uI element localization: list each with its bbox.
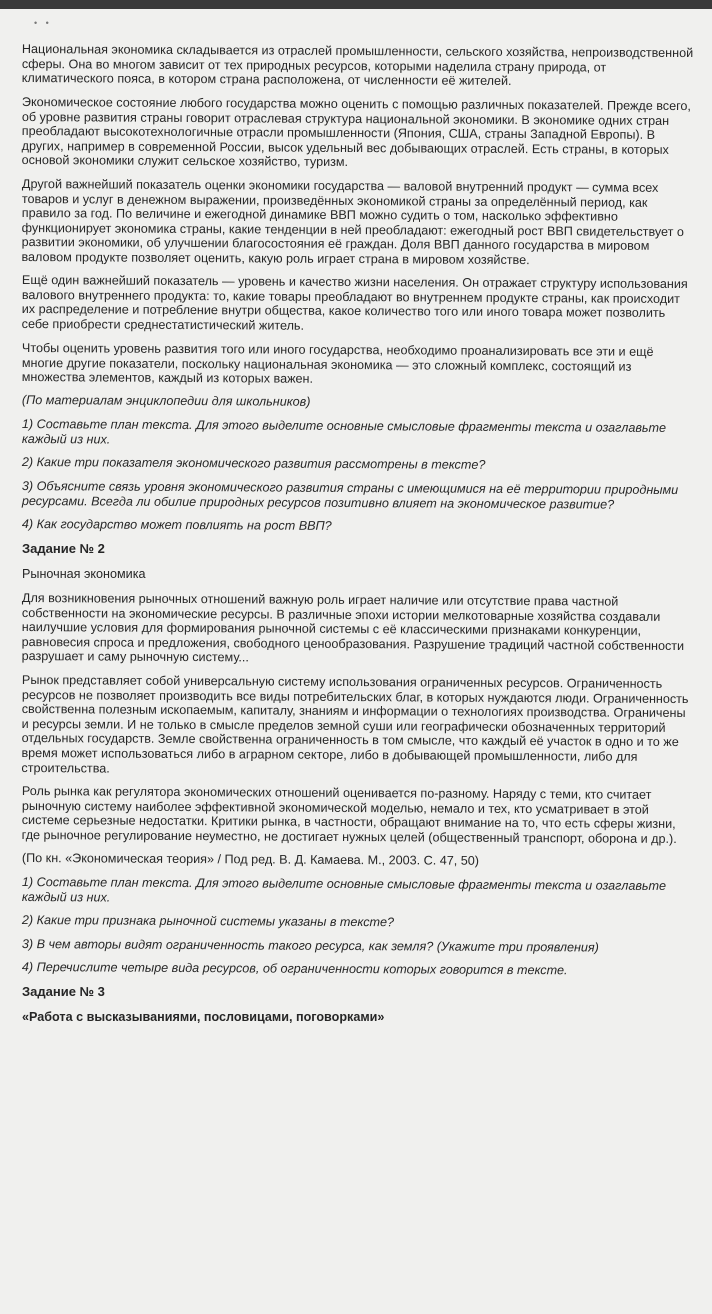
page-marker: • • bbox=[34, 18, 52, 28]
task1-paragraph-1: Национальная экономика складывается из отраслей промышленности, сельского хозяйства, непроизводственной сферы. Она во многом зависит от тех природных ресурсов, которыми наделила страну природа, от климатического пояса, в котором страна расположена, от численности её жителей. bbox=[21, 42, 694, 89]
task2-heading: Задание № 2 bbox=[22, 540, 105, 556]
task1-question-2: 2) Какие три показателя экономического развития рассмотрены в тексте? bbox=[21, 455, 486, 473]
document-content bbox=[22, 42, 694, 1025]
task1-paragraph-2: Экономическое состояние любого государства можно оценить с помощью различных показателей. Прежде всего, об уровне развития страны говорит отраслевая структура национальной экономики. В экономике одних стран преобладают высокотехнологичные отрасли промышленности (Япония, США, страны Западной Европы). В других, например в современной России, высок удельный вес добывающих отраслей. Есть страны, в которых основой экономики служит сельское хозяйство, туризм. bbox=[21, 94, 691, 170]
task3-heading: Задание № 3 bbox=[22, 983, 105, 999]
task3-title: «Работа с высказываниями, пословицами, поговорками» bbox=[22, 1009, 385, 1024]
task1-question-1: 1) Составьте план текста. Для этого выделите основные смысловые фрагменты текста и озаглавьте каждый из них. bbox=[21, 417, 667, 447]
task1-paragraph-3: Другой важнейший показатель оценки экономики государства — валовой внутренний продукт — сумма всех товаров и услуг в денежном выражении, произведённых экономикой страны за определённый период, как правило за год. По величине и ежегодной динамике ВВП можно судить о том, насколько эффективно функционирует экономика страны, какие тенденции в ней преобладают: ежегодный рост ВВП свидетельствует о развитии экономики, об улучшении благосостояния её граждан. Доля ВВП данного государства в мировом валовом продукте позволяет оценить, какую роль играет страна в мировом хозяйстве. bbox=[21, 176, 684, 267]
task2-paragraph-3: Роль рынка как регулятора экономических отношений оценивается по-разному. Наряду с теми, кто считает рыночную систему наиболее эффективной экономической моделью, немало и тех, кто усматривает в этой системе серьезные недостатки. Критики рынка, в частности, обращают внимание на то, что есть сферы жизни, где рыночное регулирование неуместно, не достигает нужных целей (общественный транспорт, оборона и др.). bbox=[21, 783, 677, 846]
task2-subtitle: Рыночная экономика bbox=[22, 566, 146, 581]
task2-question-2: 2) Какие три признака рыночной системы указаны в тексте? bbox=[21, 912, 395, 930]
task2-question-3: 3) В чем авторы видят ограниченность такого ресурса, как земля? (Укажите три проявления) bbox=[21, 936, 599, 955]
task2-source: (По кн. «Экономическая теория» / Под ред. В. Д. Камаева. М., 2003. С. 47, 50) bbox=[21, 851, 480, 868]
task2-question-4: 4) Перечислите четыре вида ресурсов, об ограниченности которых говорится в тексте. bbox=[21, 960, 568, 978]
task1-question-3: 3) Объясните связь уровня экономического развития страны с имеющимися на её территории природными ресурсами. Всегда ли обилие природных ресурсов позитивно влияет на экономическое развитие? bbox=[21, 478, 679, 512]
task2-question-1: 1) Составьте план текста. Для этого выделите основные смысловые фрагменты текста и озаглавьте каждый из них. bbox=[21, 874, 667, 904]
task1-source: (По материалам энциклопедии для школьников) bbox=[21, 393, 311, 410]
task1-question-4: 4) Как государство может повлиять на рост ВВП? bbox=[21, 517, 332, 533]
document-page[interactable] bbox=[0, 9, 712, 1314]
task1-paragraph-4: Ещё один важнейший показатель — уровень и качество жизни населения. Он отражает структуру использования валового внутреннего продукта: то, какие товары преобладают во внутреннем продукте страны, как происходит их распределение и потребление внутри общества, какое количество того или иного товара может позволить себе приобрести среднестатистический житель. bbox=[21, 273, 688, 333]
task2-paragraph-2: Рынок представляет собой универсальную систему использования ограниченных ресурсов. Ограниченность ресурсов не позволяет производить все виды потребительских благ, в которых нуждаются люди. Ограниченность свойственна полезным ископаемым, капиталу, знаниям и информации о технологиях производства. Ограничены и ресурсы земли. И не только в смысле пределов земной суши или географически обозначенных территорий отдельных государств. Земле свойственна ограниченность в том смысле, что каждый её участок в одно и то же время может использоваться либо в аграрном секторе, либо в добывающей промышленности, либо для строительства. bbox=[21, 672, 689, 775]
status-bar bbox=[0, 0, 712, 9]
task1-paragraph-5: Чтобы оценить уровень развития того или иного государства, необходимо проанализировать все эти и ещё многие другие показатели, поскольку национальная экономика — это сложный комплекс, состоящий из множества элементов, каждый из которых важен. bbox=[21, 340, 654, 386]
task2-paragraph-1: Для возникновения рыночных отношений важную роль играет наличие или отсутствие права частной собственности на экономические ресурсы. В различные эпохи истории мелкотоварные хозяйства создавали наилучшие условия для формирования рыночной системы с её классическими признаками конкуренции, равновесия спроса и предложения, свободного ценообразования. Разрушение традиций частной собственности разрушает и саму рыночную систему... bbox=[21, 590, 685, 665]
